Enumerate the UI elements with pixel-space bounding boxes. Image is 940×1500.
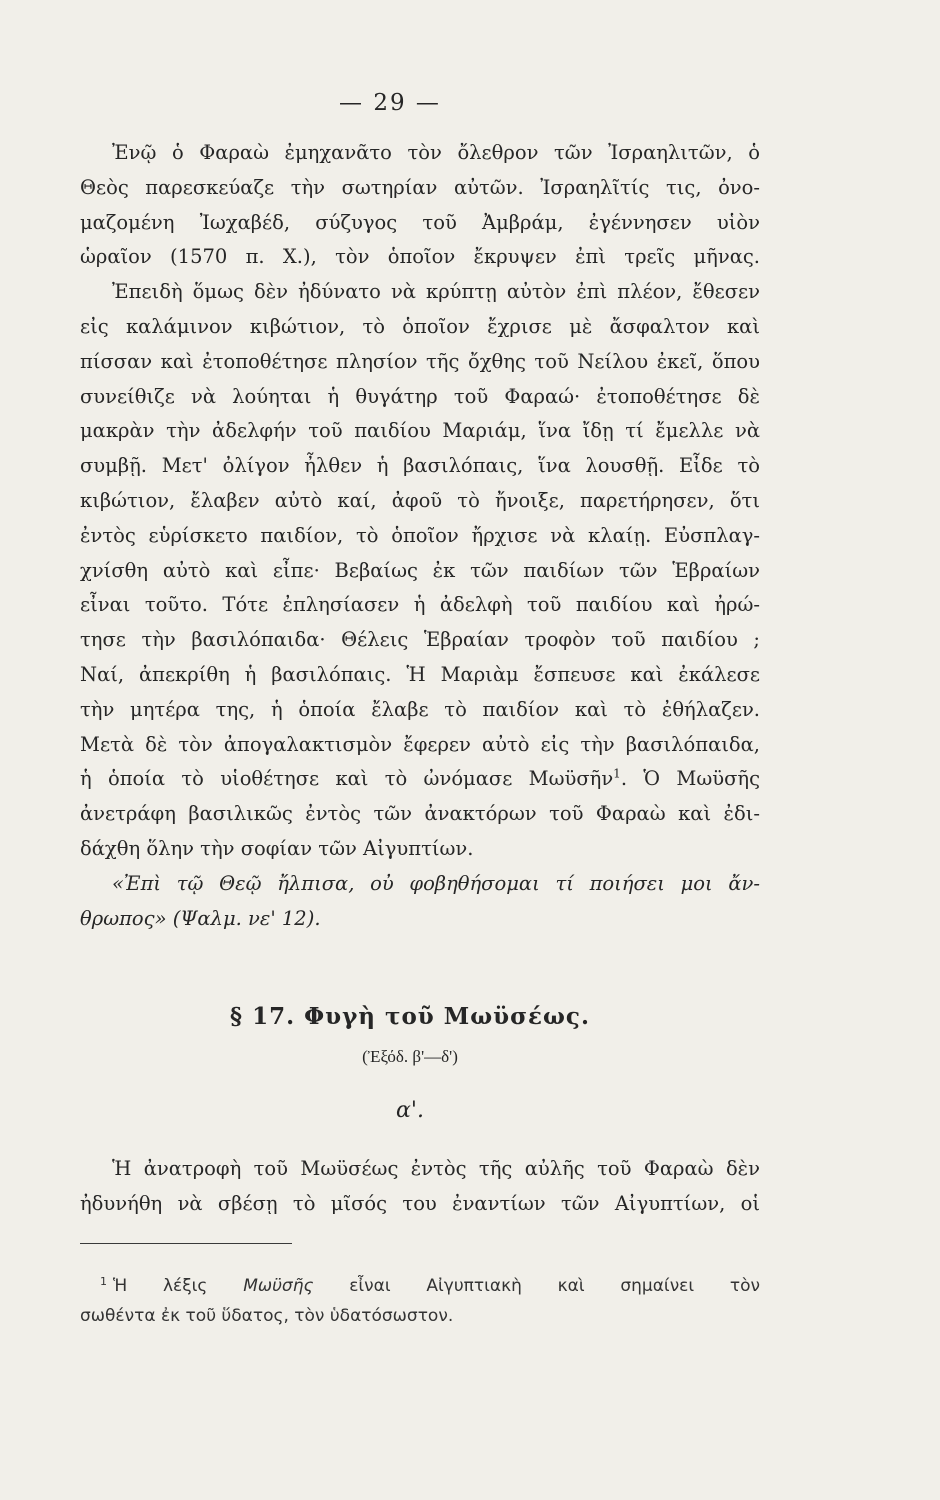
text-line: πίσσαν καὶ ἐτοποθέτησε πλησίον τῆς ὄχθης τοῦ Νείλου ἐκεῖ, ὅπου [80,349,760,373]
footnote [80,1265,760,1333]
text-line: εἶναι τοῦτο. Τότε ἐπλησίασεν ἡ ἀδελφὴ τοῦ παιδίου καὶ ἠρώ- [80,593,760,617]
main-text [80,136,760,936]
footnote-line: σωθέντα ἐκ τοῦ ὕδατος, τὸν ὑδατόσωστον. [80,1306,454,1326]
text-line: κιβώτιον, ἔλαβεν αὐτὸ καί, ἀφοῦ τὸ ἤνοιξε, παρετήρησεν, ὅτι [80,488,760,512]
subsection-marker: α'. [396,1098,424,1123]
footnote-line [80,1265,760,1299]
text-line: ὡραῖον (1570 π. Χ.), τὸν ὁποῖον ἔκρυψεν ἐπὶ τρεῖς μῆνας. [80,245,760,269]
text-line: Ναί, ἀπεκρίθη ἡ βασιλόπαις. Ἡ Μαριὰμ ἔσπευσε καὶ ἐκάλεσε [80,662,760,686]
footnote-reference[interactable]: 1 [613,766,621,781]
text-line: τὴν μητέρα της, ἡ ὁποία ἔλαβε τὸ παιδίον καὶ τὸ ἐθήλαζεν. [80,697,760,721]
text-line: χνίσθη αὐτὸ καὶ εἶπε· Βεβαίως ἐκ τῶν παιδίων τῶν Ἑβραίων [80,558,760,582]
text-line: μακρὰν τὴν ἀδελφήν τοῦ παιδίου Μαριάμ, ἵνα ἴδῃ τί ἔμελλε νὰ [80,419,760,443]
footnote-divider [80,1243,292,1244]
text-line: δάχθη ὅλην τὴν σοφίαν τῶν Αἰγυπτίων. [80,836,474,860]
footnote-text: Ἡ λέξις [113,1276,208,1296]
text-fragment: . Ὁ Μωϋσῆς [620,767,760,791]
section-reference: (Ἐξόδ. β'—δ') [362,1047,458,1066]
footnote-text: εἶναι Αἰγυπτιακὴ καὶ σημαίνει τὸν [349,1276,761,1296]
text-line: Θεὸς παρεσκεύαζε τὴν σωτηρίαν αὐτῶν. Ἰσραηλῖτίς τις, ὀνο- [80,175,760,199]
text-line: Μετὰ δὲ τὸν ἀπογαλακτισμὸν ἔφερεν αὐτὸ εἰς τὴν βασιλόπαιδα, [80,732,760,756]
text-line: Ἐπειδὴ ὅμως δὲν ἠδύνατο νὰ κρύπτῃ αὐτὸν ἐπὶ πλέον, ἔθεσεν [112,280,760,304]
text-line: ἐντὸς εὑρίσκετο παιδίον, τὸ ὁποῖον ἤρχισε νὰ κλαίῃ. Εὐσπλαγ- [80,523,760,547]
section-title: § 17. Φυγὴ τοῦ Μωϋσέως. [230,1003,590,1030]
text-line: μαζομένη Ἰωχαβέδ, σύζυγος τοῦ Ἀμβράμ, ἐγέννησεν υἱὸν [80,210,760,234]
quote-line: θρωπος» (Ψαλμ. νε' 12). [80,906,321,930]
text-line: Ἡ ἀνατροφὴ τοῦ Μωϋσέως ἐντὸς τῆς αὐλῆς τοῦ Φαραὼ δὲν [112,1157,760,1180]
page-number: — 29 — [339,90,441,116]
text-line: τησε τὴν βασιλόπαιδα· Θέλεις Ἑβραίαν τροφὸν τοῦ παιδίου ; [80,628,760,652]
text-line: Ἐνῷ ὁ Φαραὼ ἐμηχανᾶτο τὸν ὄλεθρον τῶν Ἰσραηλιτῶν, ὁ [112,141,760,164]
quote-line: «Ἐπὶ τῷ Θεῷ ἤλπισα, οὐ φοβηθήσομαι τί ποιήσει μοι ἄν- [112,871,760,895]
footnote-word: Μωϋσῆς [243,1276,314,1296]
footnote-mark: 1 [100,1275,107,1288]
text-line: ἠδυνήθη νὰ σβέσῃ τὸ μῖσός του ἐναντίων τῶν Αἰγυπτίων, οἱ [80,1191,760,1215]
text-line: ἀνετράφη βασιλικῶς ἐντὸς τῶν ἀνακτόρων τοῦ Φαραὼ καὶ ἐδι- [80,802,760,826]
section-text [80,1152,760,1222]
text-line: εἰς καλάμινον κιβώτιον, τὸ ὁποῖον ἔχρισε μὲ ἄσφαλτον καὶ [80,314,760,338]
text-line-with-footnote [80,762,760,797]
text-line: συνείθιζε νὰ λούηται ἡ θυγάτηρ τοῦ Φαραώ· ἐτοποθέτησε δὲ [80,384,760,408]
text-line: συμβῇ. Μετ' ὀλίγον ἦλθεν ἡ βασιλόπαις, ἵνα λουσθῇ. Εἶδε τὸ [80,454,760,478]
text-fragment: ἡ ὁποία τὸ υἱοθέτησε καὶ τὸ ὠνόμασε Μωϋσῆν [80,767,614,791]
psalm-quote [80,867,760,937]
